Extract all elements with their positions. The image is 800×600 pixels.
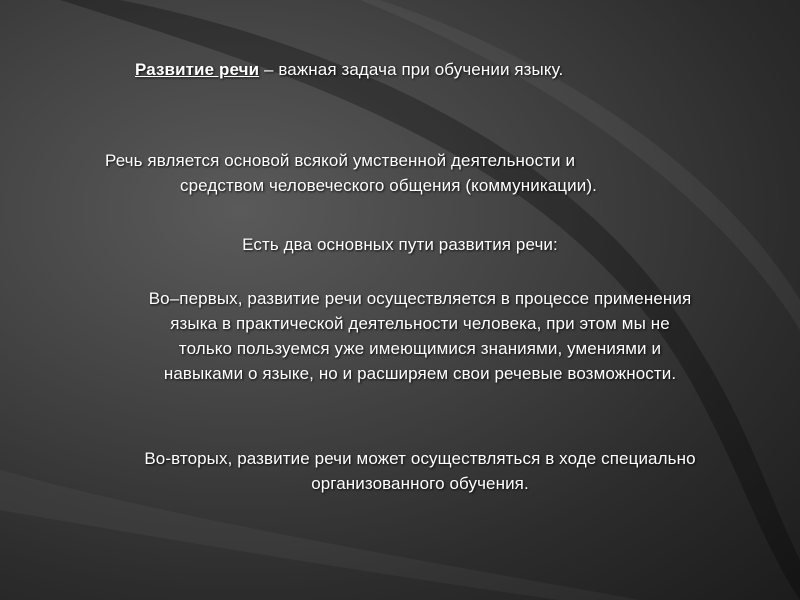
paragraph-two-paths: Есть два основных пути развития речи: — [242, 235, 558, 254]
paragraph-speech-basis — [105, 148, 745, 198]
paragraph1-line1: Речь является основой всякой умственной деятельности и — [105, 151, 576, 170]
paragraph4-line2: организованного обучения. — [311, 474, 529, 493]
paragraph1-line2: средством человеческого общения (коммуникации). — [180, 176, 597, 195]
heading-line — [135, 57, 563, 82]
paragraph3-line3: только пользуемся уже имеющимися знаниями, умениями и — [178, 339, 662, 358]
heading-rest: – важная задача при обучении языку. — [259, 60, 564, 79]
paragraph3-line4: навыками о языке, но и расширяем свои речевые возможности. — [163, 364, 677, 383]
paragraph3-line2: языка в практической деятельности человека, при этом мы не — [170, 314, 670, 333]
paragraph3-line1: Во–первых, развитие речи осуществляется в процессе применения — [148, 289, 692, 308]
paragraph-first-path — [40, 286, 800, 386]
paragraph-second-path — [40, 446, 800, 496]
heading-term: Развитие речи — [135, 60, 260, 79]
paragraph4-line1: Во-вторых, развитие речи может осуществляться в ходе специально — [144, 449, 696, 468]
